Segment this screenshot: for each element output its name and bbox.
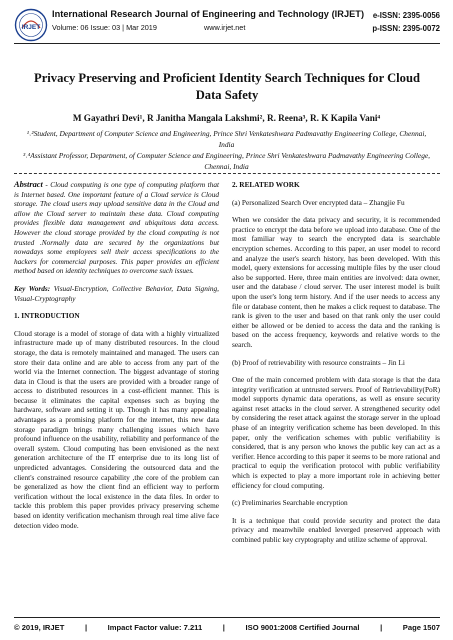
irjet-logo xyxy=(14,8,48,42)
subsection-c-heading: (c) Preliminaries Searchable encryption xyxy=(232,498,348,508)
page-footer xyxy=(14,623,440,632)
keywords-text: Visual-Encryption, Collective Behavior, Data Signing, Visual-Cryptography xyxy=(14,283,219,303)
journal-website-link[interactable]: www.irjet.net xyxy=(204,23,246,32)
abstract-text: - Cloud computing is one type of computing platform that is Internet based. One important feature of a Cloud service is Cloud storage. The cloud users may upload sensitive data in the Cloud and allow the Cloud server to maintain these data. Cloud computing provides flexible data management and ubiquitous data access. However the cloud storage provided by the cloud computing is not trusted .Normally data are secured by the organizations but nowadays some employees sell their access specifications to the hackers for commercial purposes. This paper provides an efficient method based on identity techniques to overcome such issues. xyxy=(14,180,219,276)
header-sub xyxy=(52,23,245,32)
footer-divider: | xyxy=(380,623,383,632)
subsection-c-text: It is a technique that could provide security and protect the data privacy and meanwhile enabled leverged preserved approach with combined public key cryptography and utilize scheme of approval. xyxy=(232,515,440,544)
keywords xyxy=(14,284,219,303)
footer-impact-factor: Impact Factor value: 7.211 xyxy=(107,623,203,632)
author-list: M Gayathri Devi¹, R Janitha Mangala Lakshmi², R. Reena³, R. K Kapila Vani⁴ xyxy=(72,113,381,123)
subsection-b-text: One of the main concerned problem with data storage is that the data integrity verification at untrusted servers. Proof of Retrievability(PoR) model supports dynamic data operations, as well as ensure security against reset attacks in the cloud server. A strengthened security odel by considering the reset attack against the storage server in the upload phase of an integrity verification scheme has been developed. In this paper, only the verification schemes with public verifiability is considered, that is any person who knows the public key can act as a verifier. Hence according to this paper it seems to be more rational and practical to equip the verification protocol with public verifiability which is expected to play a more important role in achieving better efficiency for cloud computing. xyxy=(232,375,440,490)
footer-divider: | xyxy=(222,623,225,632)
subsection-a-heading: (a) Personalized Search Over encrypted data – Zhangjie Fu xyxy=(232,197,405,207)
pissn: p-ISSN: 2395-0072 xyxy=(372,24,440,33)
footer-copyright: © 2019, IRJET xyxy=(14,623,65,632)
subsection-a-text: When we consider the data privacy and security, it is recommended practice to encrypt the data before we upload into database. One of the most familiar way to search the encrypted data is searchable encryption schemes. According to this paper, an user model to record and analyze the user's search history, has been developed. With this model, query extensions for accessing multiple files by the user cloud also be supported. Here, three main entities are involved: data owner, user and the database / cloud server. The user interest model is built upon the user's long term history. And if the user needs to access any file or database content, then he makes a click request to database. The rank is given to the user and based on that rank only the user could either be allowed or be denied to access the data and the ranking is based on the access frequency, keywords and relative words to the search. xyxy=(232,215,440,349)
svg-text:IRJET: IRJET xyxy=(21,24,41,31)
abstract-label: Abstract xyxy=(14,180,43,189)
separator-line xyxy=(14,173,440,174)
related-work-heading: 2. RELATED WORK xyxy=(232,180,300,189)
paper-title: Privacy Preserving and Proficient Identity Search Techniques for Cloud Data Safety xyxy=(34,71,420,102)
affiliation-professor: ³˒⁴Assistant Professor, Department, of Computer Science and Engineering, Prince Shri Venkateshwara Padmavathy Engineering College, Chennai, India xyxy=(22,151,431,171)
footer-page-number: Page 1507 xyxy=(402,623,440,632)
right-column xyxy=(232,180,440,553)
volume-issue: Volume: 06 Issue: 03 | Mar 2019 xyxy=(52,23,157,32)
footer-rule xyxy=(14,617,440,618)
left-column xyxy=(14,180,219,538)
subsection-b-heading: (b) Proof of retrievability with resource constraints – Jin Li xyxy=(232,357,405,367)
eissn: e-ISSN: 2395-0056 xyxy=(372,11,440,20)
affiliation-students: ¹˒²Student, Department of Computer Science and Engineering, Prince Shri Venkateshwara Padmavathy Engineering College, Chennai, India xyxy=(26,129,427,149)
intro-heading: 1. INTRODUCTION xyxy=(14,311,80,321)
journal-name: International Research Journal of Engineering and Technology (IRJET) xyxy=(52,9,365,19)
footer-iso: ISO 9001:2008 Certified Journal xyxy=(245,623,360,632)
keywords-label: Key Words: xyxy=(14,283,51,293)
header-rule xyxy=(14,43,440,44)
intro-text: Cloud storage is a model of storage of data with a highly virtualized infrastructure made up of many distributed resources. In the cloud storage, the data is remotely maintained and managed. The users can store their data online and are able to access from any part of the world via the Internet connection. The biggest advantage of storing data in Cloud is that the users are provided with a broader range of access to distributed resources in a cost-efficient manner. This is because it eliminates the capital expenses such as buying the hardware, software and setting it up. Though it has many appealing advantages as a promising platform for the internet, this new data storage paradigm brings many challenging issues which have profound influence on the usability, reliability and performance of the overall system. Cloud computing has been envisioned as the next generation architecture of the IT enterprise due to its long list of unpredicted advantages. Considering the outsourced data and the client's constrained resource capability ,the core of the problem can be generalized as how the client find an efficient way to perform verification without the local existence in the data files. In order to tackle this problem this paper provides privacy preserving scheme based on identity verification mechanism through real time alive face detection video mode. xyxy=(14,328,219,530)
abstract xyxy=(14,180,219,276)
footer-divider: | xyxy=(84,623,88,632)
